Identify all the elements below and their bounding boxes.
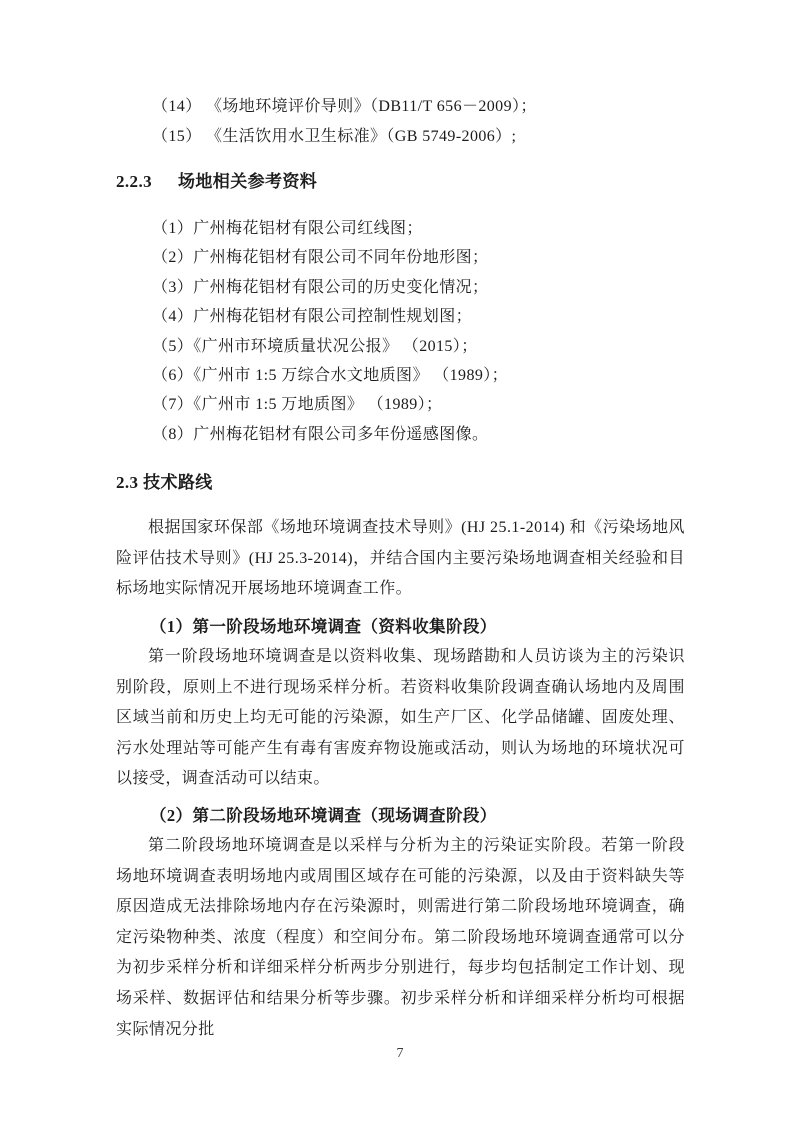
list-item: （8）广州梅花铝材有限公司多年份遥感图像。 [152, 425, 489, 443]
list-item: （3）广州梅花铝材有限公司的历史变化情况； [152, 278, 489, 296]
intro-paragraph: 根据国家环保部《场地环境调查技术导则》(HJ 25.1-2014) 和《污染场地风险评估技术导则》(HJ 25.3-2014)，并结合国内主要污染场地调查相关经验和目标场地实际情况开展场地环境调查工作。 [116, 519, 685, 598]
list-item: （2）广州梅花铝材有限公司不同年份地形图； [152, 249, 489, 267]
reference-item-15: （15） 《生活饮用水卫生标准》（GB 5749-2006）; [152, 128, 517, 145]
section-heading-2-2-3 [116, 170, 685, 194]
list-item: （7）《广州市 1:5 万地质图》 （1989）； [152, 396, 443, 414]
section-title: 场地相关参考资料 [178, 172, 318, 191]
list-item: （4）广州梅花铝材有限公司控制性规划图； [152, 308, 473, 326]
section-number: 2.2.3 [116, 172, 152, 191]
phase1-paragraph: 第一阶段场地环境调查是以资料收集、现场踏勘和人员访谈为主的污染识别阶段，原则上不进行现场采样分析。若资料收集阶段调查确认场地内及周围区域当前和历史上均无可能的污染源，如生产厂区、化学品储罐、固废处理、污水处理站等可能产生有毒有害废弃物设施或活动，则认为场地的环境状况可以接受，调查活动可以结束。 [116, 648, 685, 788]
page-number: 7 [396, 1046, 404, 1061]
list-item: （5）《广州市环境质量状况公报》 （2015）； [152, 337, 478, 355]
reference-list-tail [116, 92, 685, 152]
phase2-heading: （2）第二阶段场地环境调查（现场调查阶段） [150, 806, 497, 825]
page-content [116, 92, 685, 1045]
phase2-paragraph: 第二阶段场地环境调查是以采样与分析为主的污染证实阶段。若第一阶段场地环境调查表明场地内或周围区域存在可能的污染源，以及由于资料缺失等原因造成无法排除场地内存在污染源时，则需进行第二阶段场地环境调查，确定污染物种类、浓度（程度）和空间分布。第二阶段场地环境调查通常可以分为初步采样分析和详细采样分析两步分别进行，每步均包括制定工作计划、现场采样、数据评估和结果分析等步骤。初步采样分析和详细采样分析均可根据实际情况分批 [116, 837, 685, 1038]
list-item: （6）《广州市 1:5 万综合水文地质图》 （1989）； [152, 367, 509, 385]
reference-item-14: （14） 《场地环境评价导则》（DB11/T 656－2009）； [152, 98, 537, 115]
site-reference-list [116, 214, 685, 449]
phase1-heading: （1）第一阶段场地环境调查（资料收集阶段） [150, 617, 497, 637]
section-heading-2-3: 2.3 技术路线 [116, 473, 213, 493]
list-item: （1）广州梅花铝材有限公司红线图； [152, 220, 423, 237]
